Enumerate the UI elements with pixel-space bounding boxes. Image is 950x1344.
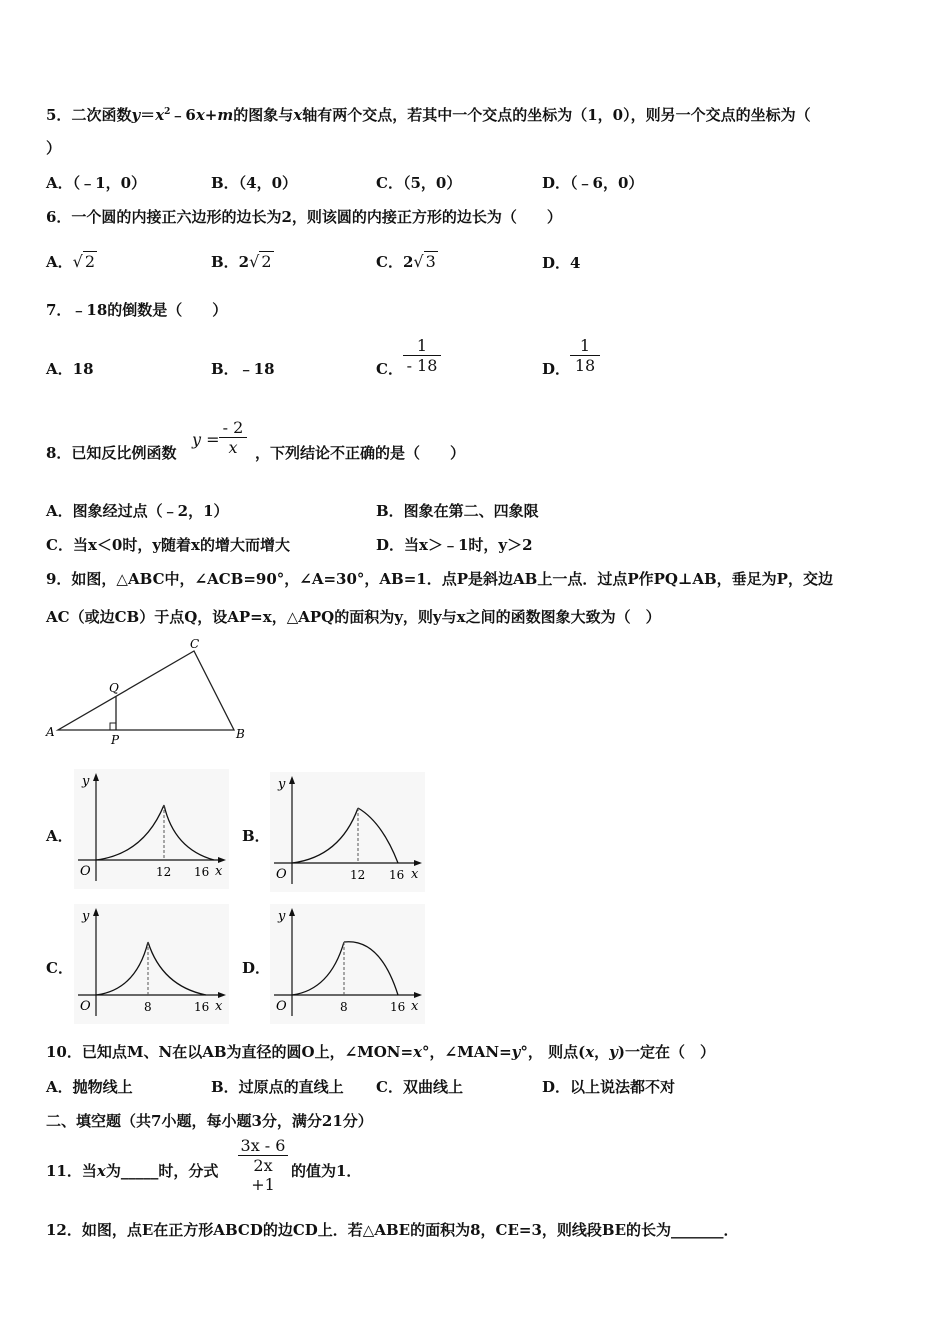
q5-text-c: 的图象与 xyxy=(233,106,294,124)
q10-text-a: 10．已知点M、N在以AB为直径的圆O上，∠MON= xyxy=(46,1043,414,1061)
q5-expr-y: y xyxy=(131,106,141,124)
q10-x2: x xyxy=(585,1043,595,1061)
q5-axis-x: x xyxy=(293,106,303,124)
q10-option-c: C．双曲线上 xyxy=(376,1078,463,1096)
q6-b-label: B．2 xyxy=(211,253,250,271)
q5-option-d: D．（﹣6，0） xyxy=(542,174,644,192)
q9-option-b-label: B． xyxy=(242,827,270,845)
q7-option-a: A．18 xyxy=(46,360,94,378)
graph-c xyxy=(74,904,229,1024)
q6-c-label: C．2 xyxy=(376,253,414,271)
q6-a-radicand: 2 xyxy=(84,252,96,271)
graph-b-tick-peak: 12 xyxy=(350,868,366,882)
graph-d-y-label: y xyxy=(278,909,286,924)
q6-c-radicand: 3 xyxy=(425,252,436,271)
q5-expr-eq: ＝ xyxy=(140,106,156,124)
label-q: Q xyxy=(109,681,119,695)
q9-option-d-label: D． xyxy=(242,959,271,977)
graph-a-origin: O xyxy=(80,864,91,879)
q9-line2: AC（或边CB）于点Q，设AP=x，△APQ的面积为y，则y与x之间的函数图象大致为（ ） xyxy=(46,608,661,626)
graph-c-origin: O xyxy=(80,999,91,1014)
q5-expr-rest: ﹣6 xyxy=(170,106,196,124)
q6-c-radical: √ 3 xyxy=(413,252,436,271)
q7-option-d-fraction xyxy=(570,336,600,375)
q7-text: 7．﹣18的倒数是（ ） xyxy=(46,301,228,319)
q5-expr-x2: x xyxy=(195,106,205,124)
q10-text-d: )一定在（ ） xyxy=(617,1043,715,1061)
graph-a-x-label: x xyxy=(215,864,223,879)
graph-b-y-label: y xyxy=(278,777,286,792)
graph-a xyxy=(74,769,229,889)
q7-c-num: 1 xyxy=(416,336,428,355)
section-2-heading: 二、填空题（共7小题，每小题3分，满分21分） xyxy=(46,1112,373,1130)
graph-d-origin: O xyxy=(276,999,287,1014)
label-p: P xyxy=(111,733,120,747)
q5-expr-m: m xyxy=(217,106,234,124)
q5-line1 xyxy=(46,102,811,125)
q5-option-c: C．（5，0） xyxy=(376,174,462,192)
q7-option-b: B．﹣18 xyxy=(211,360,275,378)
q9-option-a-label: A． xyxy=(46,827,73,845)
q12-text: 12．如图，点E在正方形ABCD的边CD上．若△ABE的面积为8，CE=3，则线段BE的长为_______． xyxy=(46,1221,739,1239)
q7-option-c-label: C． xyxy=(376,360,403,378)
q8-frac-lhs: y = xyxy=(192,430,220,449)
graph-b-origin: O xyxy=(276,867,287,882)
q10-x1: x xyxy=(413,1043,423,1061)
label-a: A xyxy=(46,725,55,739)
q8-option-c: C．当x＜0时，y随着x的增大而增大 xyxy=(46,536,290,554)
graph-a-y-label: y xyxy=(82,774,90,789)
graph-b xyxy=(270,772,425,892)
triangle-figure xyxy=(44,636,249,748)
q9-option-c-label: C． xyxy=(46,959,73,977)
q11-text-a xyxy=(46,1161,218,1181)
q10-text-b: °，∠MAN= xyxy=(422,1043,512,1061)
q11-text-b: 为_____时，分式 xyxy=(105,1162,219,1180)
q8-frac-num: - 2 xyxy=(222,418,244,437)
graph-b-tick-end: 16 xyxy=(389,868,405,882)
q6-option-b xyxy=(211,252,274,272)
graph-c-x-label: x xyxy=(215,999,223,1014)
q10-y1: y xyxy=(511,1043,521,1061)
q6-a-label: A． xyxy=(46,253,73,271)
q8-text-b: ，下列结论不正确的是（ ） xyxy=(255,444,466,462)
q5-option-a: A．（﹣1，0） xyxy=(46,174,147,192)
q5-expr-x: x xyxy=(155,106,165,124)
q5-text-d: 轴有两个交点，若其中一个交点的坐标为（1，0），则另一个交点的坐标为（ xyxy=(302,106,811,124)
q6-option-c xyxy=(376,252,438,272)
q10-y2: y xyxy=(609,1043,618,1061)
q8-frac-den: x xyxy=(228,438,238,457)
graph-c-tick-end: 16 xyxy=(194,1000,210,1014)
graph-b-x-label: x xyxy=(411,867,419,882)
q6-a-radical: √ 2 xyxy=(72,252,96,271)
q8-option-a: A．图象经过点（﹣2，1） xyxy=(46,502,229,520)
q6-text: 6．一个圆的内接正六边形的边长为2，则该圆的内接正方形的边长为（ ） xyxy=(46,208,562,226)
q6-b-radical: √ 2 xyxy=(249,252,272,271)
graph-a-tick-peak: 12 xyxy=(156,865,172,879)
graph-a-tick-end: 16 xyxy=(194,865,210,879)
graph-d-tick-end: 16 xyxy=(390,1000,406,1014)
q5-expr-plus: + xyxy=(204,106,218,124)
q10-option-b: B．过原点的直线上 xyxy=(211,1078,344,1096)
q6-option-a xyxy=(46,252,97,272)
q7-option-d-label: D． xyxy=(542,360,571,378)
q11-text-c: 的值为1． xyxy=(291,1162,362,1180)
q10-option-d: D．以上说法都不对 xyxy=(542,1078,676,1096)
q5-option-b: B．（4，0） xyxy=(211,174,298,192)
graph-d xyxy=(270,904,425,1024)
q8-fraction xyxy=(219,418,247,457)
q11-num: 3x - 6 xyxy=(240,1136,286,1155)
q10-comma: ， xyxy=(594,1043,610,1061)
q11-text-a-span: 11．当 xyxy=(46,1162,97,1180)
q8-text-a: 8．已知反比例函数 xyxy=(46,444,177,462)
right-angle-mark xyxy=(110,723,116,730)
q8-option-b: B．图象在第二、四象限 xyxy=(376,502,539,520)
q5-line2: ） xyxy=(46,139,62,157)
graph-c-y-label: y xyxy=(82,909,90,924)
q5-expr-sup: 2 xyxy=(164,107,171,117)
q11-den: 2x +1 xyxy=(251,1156,275,1194)
label-b: B xyxy=(236,727,245,741)
graph-d-x-label: x xyxy=(411,999,419,1014)
q5-text-a: 5． xyxy=(46,106,72,124)
q10-text-c: °， 则点( xyxy=(520,1043,586,1061)
triangle-abc xyxy=(58,651,234,730)
q7-option-c-fraction xyxy=(403,336,441,375)
graph-c-tick-peak: 8 xyxy=(144,1000,152,1014)
q8-option-d: D．当x＞﹣1时，y＞2 xyxy=(376,536,533,554)
label-c: C xyxy=(190,637,200,651)
graph-d-tick-peak: 8 xyxy=(340,1000,348,1014)
q6-b-radicand: 2 xyxy=(261,252,272,271)
q10-text xyxy=(46,1042,715,1062)
q9-line1: 9．如图，△ABC中，∠ACB=90°，∠A=30°，AB=1．点P是斜边AB上一点．过点P作PQ⊥AB，垂足为P，交边 xyxy=(46,570,833,588)
q7-d-den: 18 xyxy=(574,356,596,375)
q7-d-num: 1 xyxy=(579,336,591,355)
q7-c-den: - 18 xyxy=(406,356,438,375)
q10-option-a: A．抛物线上 xyxy=(46,1078,133,1096)
q5-text-b: 二次函数 xyxy=(71,106,132,124)
q6-option-d: D．4 xyxy=(542,254,581,272)
q11-fraction xyxy=(238,1136,288,1194)
q11-var: x xyxy=(96,1162,106,1180)
